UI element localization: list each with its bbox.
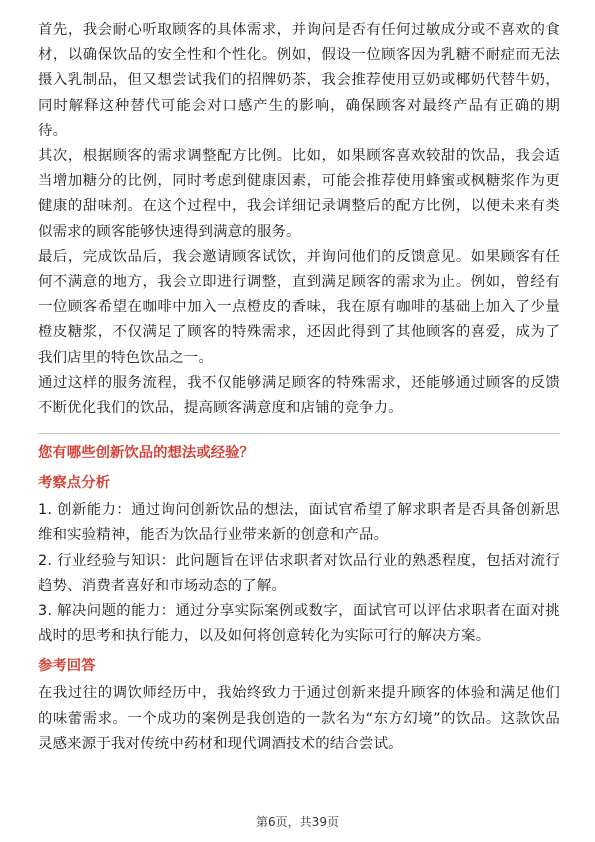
question-heading: 您有哪些创新饮品的想法或经验？	[38, 445, 254, 462]
body-paragraph: 最后，完成饮品后，我会邀请顾客试饮，并询问他们的反馈意见。如果顾客有任何不满意的地方，我会立即进行调整，直到满足顾客的需求为止。例如，曾经有一位顾客希望在咖啡中加入一点橙皮的香味，我在原有咖啡的基础上加入了少量橙皮糖浆，不仅满足了顾客的特殊需求，还因此得到了其他顾客的喜爱，成为了我们店里的特色饮品之一。	[38, 248, 560, 366]
body-paragraph: 通过这样的服务流程，我不仅能够满足顾客的特殊需求，还能够通过顾客的反馈不断优化我们的饮品，提高顾客满意度和店铺的竞争力。	[38, 374, 560, 417]
body-paragraph: 首先，我会耐心听取顾客的具体需求，并询问是否有任何过敏成分或不喜欢的食材，以确保饮品的安全性和个性化。例如，假设一位顾客因为乳糖不耐症而无法摄入乳制品，但又想尝试我们的招牌奶茶，我会推荐使用豆奶或椰奶代替牛奶，同时解释这种替代可能会对口感产生的影响，确保顾客对最终产品有正确的期待。	[38, 22, 560, 139]
analysis-heading: 考察点分析	[38, 475, 110, 492]
reference-heading: 参考回答	[38, 658, 96, 675]
analysis-item: 2. 行业经验与知识：此问题旨在评估求职者对饮品行业的熟悉程度，包括对流行趋势、消费者喜好和市场动态的了解。	[38, 552, 560, 594]
analysis-item: 3. 解决问题的能力：通过分享实际案例或数字，面试官可以评估求职者在面对挑战时的思考和执行能力，以及如何将创意转化为实际可行的解决方案。	[38, 603, 560, 645]
reference-paragraph: 在我过往的调饮师经历中，我始终致力于通过创新来提升顾客的体验和满足他们的味蕾需求。一个成功的案例是我创造的一款名为“东方幻境”的饮品。这款饮品灵感来源于我对传统中药材和现代调酒技术的结合尝试。	[38, 685, 560, 752]
section-divider	[38, 433, 560, 434]
document-page	[38, 18, 560, 757]
analysis-item: 1. 创新能力：通过询问创新饮品的想法，面试官希望了解求职者是否具备创新思维和实验精神，能否为饮品行业带来新的创意和产品。	[38, 502, 560, 544]
body-paragraph: 其次，根据顾客的需求调整配方比例。比如，如果顾客喜欢较甜的饮品，我会适当增加糖分的比例，同时考虑到健康因素，可能会推荐使用蜂蜜或枫糖浆作为更健康的甜味剂。在这个过程中，我会详细记录调整后的配方比例，以便未来有类似需求的顾客能够快速得到满意的服务。	[38, 148, 560, 240]
page-number-footer: 第6页，共39页	[256, 815, 339, 829]
